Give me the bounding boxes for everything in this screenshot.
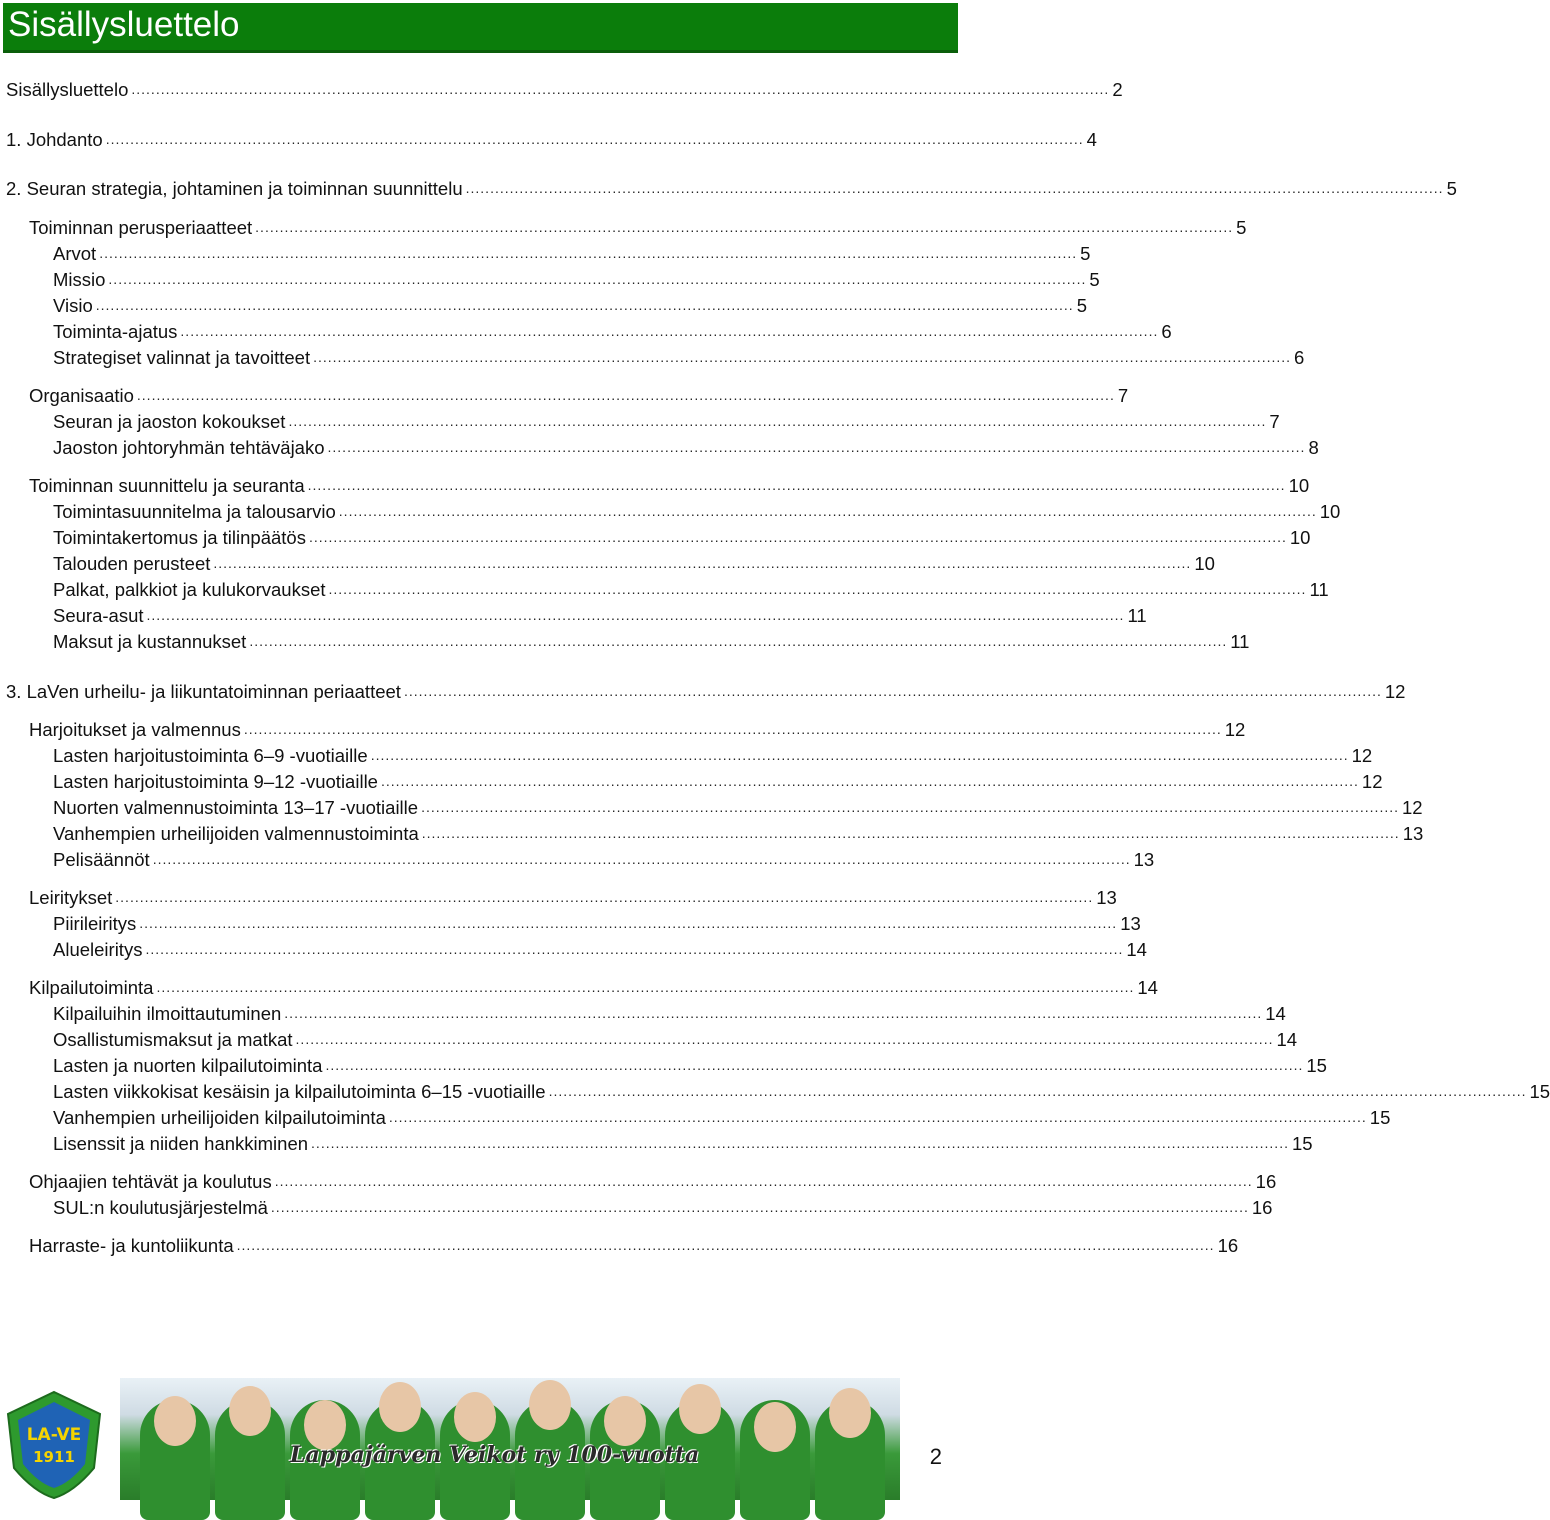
toc-page-number: 15 <box>1370 1105 1391 1131</box>
toc-page-number: 13 <box>1403 821 1424 847</box>
toc-leader-dots: ........................................................................................................................................................................................................ <box>466 175 1444 201</box>
toc-entry[interactable] <box>53 1105 954 1131</box>
toc-page-number: 10 <box>1320 499 1341 525</box>
toc-entry-title: Sisällysluettelo <box>6 77 128 103</box>
toc-leader-dots: ........................................................................................................................................................................................................ <box>404 678 1382 704</box>
toc-entry[interactable] <box>53 293 954 319</box>
toc-leader-dots: ........................................................................................................................................................................................................ <box>108 266 1086 292</box>
toc-leader-dots: ........................................................................................................................................................................................................ <box>309 524 1287 550</box>
toc-page-number: 15 <box>1530 1079 1550 1105</box>
page-title: Sisällysluettelo <box>3 3 958 47</box>
toc-leader-dots: ........................................................................................................................................................................................................ <box>381 768 1359 794</box>
toc-page-number: 13 <box>1096 885 1117 911</box>
toc-entry[interactable] <box>6 679 954 705</box>
toc-entry[interactable] <box>53 409 954 435</box>
toc-leader-dots: ........................................................................................................................................................................................................ <box>255 214 1233 240</box>
toc-leader-dots: ........................................................................................................................................................................................................ <box>288 408 1266 434</box>
toc-entry[interactable] <box>53 435 954 461</box>
toc-page-number: 10 <box>1289 473 1310 499</box>
toc-entry[interactable] <box>53 577 954 603</box>
toc-entry-title: SUL:n koulutusjärjestelmä <box>53 1195 268 1221</box>
toc-entry-title: Harraste- ja kuntoliikunta <box>29 1233 234 1259</box>
logo-year: 1911 <box>33 1448 75 1466</box>
banner-text: Lappajärven Veikot ry 100-vuotta <box>290 1442 699 1468</box>
toc-page-number: 10 <box>1194 551 1215 577</box>
toc-entry-title: Organisaatio <box>29 383 134 409</box>
toc-leader-dots: ........................................................................................................................................................................................................ <box>325 1052 1303 1078</box>
toc-leader-dots: ........................................................................................................................................................................................................ <box>371 742 1349 768</box>
toc-entry-title: Seuran ja jaoston kokoukset <box>53 409 285 435</box>
toc-entry-title: Lasten harjoitustoiminta 9–12 -vuotiaille <box>53 769 378 795</box>
toc-leader-dots: ........................................................................................................................................................................................................ <box>180 318 1158 344</box>
toc-leader-dots: ........................................................................................................................................................................................................ <box>153 846 1131 872</box>
toc-page-number: 12 <box>1362 769 1383 795</box>
toc-entry[interactable] <box>6 176 954 202</box>
toc-leader-dots: ........................................................................................................................................................................................................ <box>308 472 1286 498</box>
toc-leader-dots: ........................................................................................................................................................................................................ <box>389 1104 1367 1130</box>
toc-page-number: 13 <box>1134 847 1155 873</box>
toc-leader-dots: ........................................................................................................................................................................................................ <box>284 1000 1262 1026</box>
toc-leader-dots: ........................................................................................................................................................................................................ <box>271 1194 1249 1220</box>
toc-entry[interactable] <box>53 1027 954 1053</box>
toc-leader-dots: ........................................................................................................................................................................................................ <box>139 910 1117 936</box>
toc-entry[interactable] <box>53 551 954 577</box>
toc-page-number: 5 <box>1077 293 1087 319</box>
toc-entry[interactable] <box>53 267 954 293</box>
toc-entry-title: Missio <box>53 267 105 293</box>
toc-entry[interactable] <box>29 215 954 241</box>
toc-entry-title: Kilpailutoiminta <box>29 975 153 1001</box>
toc-leader-dots: ........................................................................................................................................................................................................ <box>311 1130 1289 1156</box>
toc-page-number: 13 <box>1120 911 1141 937</box>
toc-entry[interactable] <box>53 1053 954 1079</box>
toc-leader-dots: ........................................................................................................................................................................................................ <box>96 292 1074 318</box>
toc-page-number: 15 <box>1292 1131 1313 1157</box>
toc-leader-dots: ........................................................................................................................................................................................................ <box>328 434 1306 460</box>
toc-page-number: 11 <box>1230 629 1249 655</box>
toc-page-number: 10 <box>1290 525 1311 551</box>
toc-page-number: 16 <box>1252 1195 1273 1221</box>
toc-entry-title: Lasten harjoitustoiminta 6–9 -vuotiaille <box>53 743 368 769</box>
toc-page-number: 7 <box>1269 409 1279 435</box>
toc-entry[interactable] <box>53 603 954 629</box>
toc-leader-dots: ........................................................................................................................................................................................................ <box>339 498 1317 524</box>
toc-entry-title: Toimintasuunnitelma ja talousarvio <box>53 499 336 525</box>
toc-entry-title: Talouden perusteet <box>53 551 210 577</box>
toc-entry[interactable] <box>53 1079 954 1105</box>
toc-page-number: 2 <box>1112 77 1122 103</box>
logo-text: LA-VE <box>27 1425 82 1445</box>
toc-page-number: 16 <box>1218 1233 1239 1259</box>
toc-entry-title: Lasten viikkokisat kesäisin ja kilpailutoiminta 6–15 -vuotiaille <box>53 1079 546 1105</box>
toc-leader-dots: ........................................................................................................................................................................................................ <box>115 884 1093 910</box>
toc-entry[interactable] <box>53 769 954 795</box>
toc-entry-title: Osallistumismaksut ja matkat <box>53 1027 293 1053</box>
toc-entry[interactable] <box>6 77 954 103</box>
toc-entry-title: Lisenssit ja niiden hankkiminen <box>53 1131 308 1157</box>
toc-leader-dots: ........................................................................................................................................................................................................ <box>549 1078 1527 1104</box>
toc-page-number: 12 <box>1402 795 1423 821</box>
toc-entry-title: Toiminta-ajatus <box>53 319 177 345</box>
toc-entry[interactable] <box>29 1169 954 1195</box>
toc-entry-title: 1. Johdanto <box>6 127 103 153</box>
toc-entry[interactable] <box>53 319 954 345</box>
toc-leader-dots: ........................................................................................................................................................................................................ <box>131 76 1109 102</box>
toc-page-number: 5 <box>1080 241 1090 267</box>
toc-leader-dots: ........................................................................................................................................................................................................ <box>137 382 1115 408</box>
toc-entry[interactable] <box>53 743 954 769</box>
toc-entry-title: Nuorten valmennustoiminta 13–17 -vuotiaille <box>53 795 418 821</box>
toc-leader-dots: ........................................................................................................................................................................................................ <box>296 1026 1274 1052</box>
toc-entry-title: Alueleiritys <box>53 937 142 963</box>
toc-entry[interactable] <box>29 383 954 409</box>
toc-entry-title: Piirileiritys <box>53 911 136 937</box>
toc-entry[interactable] <box>53 345 954 371</box>
toc-page-number: 6 <box>1294 345 1304 371</box>
toc-leader-dots: ........................................................................................................................................................................................................ <box>422 820 1400 846</box>
toc-page-number: 16 <box>1256 1169 1277 1195</box>
toc-leader-dots: ........................................................................................................................................................................................................ <box>237 1232 1215 1258</box>
toc-leader-dots: ........................................................................................................................................................................................................ <box>106 126 1084 152</box>
toc-entry[interactable] <box>53 629 954 655</box>
toc-page-number: 5 <box>1089 267 1099 293</box>
toc-entry-title: Harjoitukset ja valmennus <box>29 717 241 743</box>
toc-entry-title: Palkat, palkkiot ja kulukorvaukset <box>53 577 326 603</box>
toc-entry-title: 2. Seuran strategia, johtaminen ja toiminnan suunnittelu <box>6 176 463 202</box>
page-number: 2 <box>930 1444 942 1470</box>
toc-leader-dots: ........................................................................................................................................................................................................ <box>249 628 1227 654</box>
toc-page-number: 8 <box>1308 435 1318 461</box>
toc-entry-title: Strategiset valinnat ja tavoitteet <box>53 345 310 371</box>
toc-entry[interactable] <box>6 127 954 153</box>
toc-entry-title: Pelisäännöt <box>53 847 150 873</box>
toc-entry-title: Seura-asut <box>53 603 144 629</box>
toc-page-number: 12 <box>1225 717 1246 743</box>
toc-entry[interactable] <box>53 241 954 267</box>
toc-entry-title: Leiritykset <box>29 885 112 911</box>
toc-entry-title: Maksut ja kustannukset <box>53 629 246 655</box>
toc-entry-title: Arvot <box>53 241 96 267</box>
toc-entry-title: Kilpailuihin ilmoittautuminen <box>53 1001 281 1027</box>
toc-page-number: 14 <box>1137 975 1158 1001</box>
toc-entry[interactable] <box>53 1195 954 1221</box>
toc-entry[interactable] <box>53 847 954 873</box>
toc-entry-title: Visio <box>53 293 93 319</box>
toc-page-number: 12 <box>1385 679 1406 705</box>
toc-leader-dots: ........................................................................................................................................................................................................ <box>213 550 1191 576</box>
toc-page-number: 5 <box>1447 176 1457 202</box>
toc-entry[interactable] <box>29 473 954 499</box>
toc-leader-dots: ........................................................................................................................................................................................................ <box>313 344 1291 370</box>
toc-leader-dots: ........................................................................................................................................................................................................ <box>421 794 1399 820</box>
toc-entry-title: Lasten ja nuorten kilpailutoiminta <box>53 1053 322 1079</box>
toc-page-number: 14 <box>1276 1027 1297 1053</box>
team-photo <box>120 1378 900 1500</box>
toc-page-number: 14 <box>1126 937 1147 963</box>
toc-entry-title: Toimintakertomus ja tilinpäätös <box>53 525 306 551</box>
toc-leader-dots: ........................................................................................................................................................................................................ <box>244 716 1222 742</box>
toc-entry-title: Jaoston johtoryhmän tehtäväjako <box>53 435 325 461</box>
toc-entry-title: Vanhempien urheilijoiden kilpailutoiminta <box>53 1105 386 1131</box>
toc-entry-title: Vanhempien urheilijoiden valmennustoiminta <box>53 821 419 847</box>
toc-entry-title: Toiminnan suunnittelu ja seuranta <box>29 473 305 499</box>
toc-page-number: 4 <box>1087 127 1097 153</box>
toc-entry[interactable] <box>53 795 954 821</box>
toc-entry[interactable] <box>29 1233 954 1259</box>
toc-leader-dots: ........................................................................................................................................................................................................ <box>99 240 1077 266</box>
lave-logo-icon <box>4 1388 104 1500</box>
toc-page-number: 11 <box>1127 603 1146 629</box>
toc-leader-dots: ........................................................................................................................................................................................................ <box>329 576 1307 602</box>
toc-entry[interactable] <box>53 499 954 525</box>
toc-entry-title: Ohjaajien tehtävät ja koulutus <box>29 1169 272 1195</box>
toc-entry-title: Toiminnan perusperiaatteet <box>29 215 252 241</box>
toc-leader-dots: ........................................................................................................................................................................................................ <box>156 974 1134 1000</box>
toc-page-number: 11 <box>1309 577 1328 603</box>
toc-entry[interactable] <box>53 1001 954 1027</box>
toc-entry[interactable] <box>53 937 954 963</box>
toc-page-number: 14 <box>1265 1001 1286 1027</box>
toc-page-number: 12 <box>1352 743 1373 769</box>
toc-entry[interactable] <box>29 885 954 911</box>
toc-entry[interactable] <box>53 911 954 937</box>
toc-leader-dots: ........................................................................................................................................................................................................ <box>145 936 1123 962</box>
toc-entry[interactable] <box>53 525 954 551</box>
toc-leader-dots: ........................................................................................................................................................................................................ <box>275 1168 1253 1194</box>
toc-page-number: 15 <box>1306 1053 1327 1079</box>
footer <box>0 1370 960 1500</box>
toc-page-number: 6 <box>1161 319 1171 345</box>
toc-page-number: 5 <box>1236 215 1246 241</box>
toc-entry[interactable] <box>53 1131 954 1157</box>
toc-leader-dots: ........................................................................................................................................................................................................ <box>147 602 1125 628</box>
toc-entry[interactable] <box>29 975 954 1001</box>
toc-entry[interactable] <box>53 821 954 847</box>
toc-entry-title: 3. LaVen urheilu- ja liikuntatoiminnan periaatteet <box>6 679 401 705</box>
toc-entry[interactable] <box>29 717 954 743</box>
toc-page-number: 7 <box>1118 383 1128 409</box>
